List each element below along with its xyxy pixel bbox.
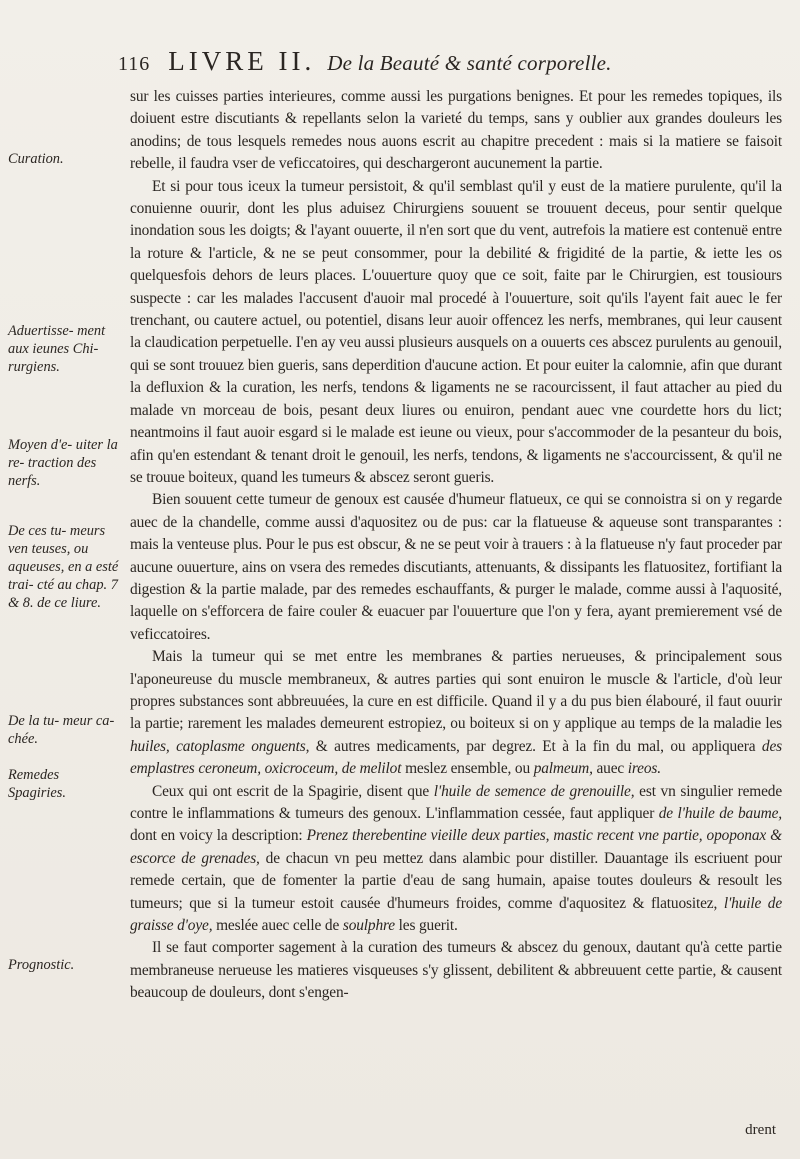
paragraph: Bien souuent cette tumeur de genoux est causée d'humeur flatueux, ce qui se connoistra si on y regarde auec de la chandelle, comme aussi d'aquositez ou de pus: car la flatueuse & aqueuse sont transparantes : mais la venteuse plus. Pour le pus est obscur, & ne se peut voir à trauers : à la flatueuse n'y faut proceder par aucune ouuerture, ains on vsera des remedes discutiants, attenuants, & dissipants les flatuositez, fortifiant la digestion & la partie malade, par des remedes eschauffants, & purger le malade, comme aussi à l'aquosité, laquelle on s'efforcera de faire couler & euacuer par l'ouuerture que l'on y fera, ayant premierement vsé de veficcatoires. [130,491,782,643]
paragraph [130,781,782,938]
italic-term: soulphre [342,917,395,935]
paragraph: sur les cuisses parties interieures, comme aussi les purgations benignes. Et pour les remedes topiques, ils doiuent estre discutiants & repellants selon la varieté du temps, sans y oublier aux grandes douleurs les anodins; de tous lesquels remedes nous auons escrit au chapitre precedent : mais si la matiere se faisoit rebelle, il faudra vser de veficcatoires, qui deschargeront aucunement la partie. [130,88,782,173]
italic-term: huiles, catoplasme onguents, [130,737,310,755]
italic-term: l'huile de semence de grenouille, [433,782,635,800]
margin-note-advertissement: Aduertisse- ment aux ieunes Chi- rurgiens. [8,323,106,375]
margin-note-tumeur-cachee: De la tu- meur ca- chée. [8,713,115,747]
text-run: meslée auec celle de [216,917,340,935]
italic-term: palmeum, [533,760,593,778]
italic-term: Prenez therebentine vieille deux parties, mastic recent vne partie, opoponax & escorce de grenades, [130,827,782,867]
text-run: Ceux qui ont escrit de la Spagirie, disent que [152,782,430,800]
margin-note-curation: Curation. [8,151,64,167]
margin-note-moyen: Moyen d'e- uiter la re- traction des nerfs. [8,437,118,489]
text-run: est vn singulier remede contre le inflammations & tumeurs des genoux. L'inflammation cessée, faut appliquer [130,782,782,822]
paragraph: Il se faut comporter sagement à la curation des tumeurs & abscez du genoux, dautant qu'à cette partie membraneuse nerueuse les matieres visqueuses s'y glissent, debilitent & abbreuuent cette partie, & causent beaucoup de douleurs, dont s'engen- [130,939,782,1002]
page-number: 116 [118,53,151,75]
text-run: de chacun vn peu mettez dans alambic pour distiller. Dauantage ils escriuent pour remede certain, que de fomenter la partie d'eau de sang humain, apaise toutes douleurs & resoult les tumeurs; que si la tumeur estoit causée d'humeurs froides, comme d'aquositez & flatuositez, [130,849,783,912]
paragraph: Et si pour tous iceux la tumeur persistoit, & qu'il semblast qu'il y eust de la matiere purulente, qu'il la conuienne ouurir, dont les plus aduisez Chirurgiens souuent se trouuent deceus, pour sentir quelque inondation sous les doigts; & l'ayant ouuerte, il n'en sort que du vent, autrefois la matiere est contenuë entre la roture & l'article, & ne se peut consommer, pour la debilité & frigidité de la partie, & iette les os quelquesfois dehors de leurs places. L'ouuerture quoy que ce soit, faite par le Chirurgien, est tousiours suspecte : car les malades l'accusent d'auoir mal procedé à l'ouuerture, soit qu'ils l'ayent fait auec le fer trenchant, ou cautere actuel, ou potentiel, disans leur auoir offencez les nerfs, membranes, qui leur causent la claudication perpetuelle. I'en ay veu aussi plusieurs ausquels on a ouuerts ces abscez purulents au genouil, qui se sont trouuez bien gueris, sans deperdition d'aucune action. Et pour euiter la calomnie, afin que durant la defluxion & la curation, les nerfs, tendons & ligaments ne se racourcissent, il faut attacher au pied du malade vn morceau de bois, pesant deux liures ou enuiron, pendant auec vne courdette hors du lict; neantmoins il faut auoir esgard si le malade est ieune ou vieux, pour s'accommoder de la pesanteur du bois, afin qu'en estendant & tenant droit le genouil, les nerfs, tendons, & ligaments ne s'accourcissent, & qu'il ne se trouue boiteux, quand les tumeurs & abscez seront gueris. [130,177,782,486]
text-run: auec [596,760,625,778]
page-header [118,46,768,78]
text-run: Mais la tumeur qui se met entre les membranes & parties nerueuses, & principalement sous l'aponeureuse du muscle membraneux, & autres parties qui sont enuiron le muscle & l'article, d'où leur propres substances sont abbreuuées, la cure en est difficile. Quand il y a du pus bien élabouré, il faut ouurir la partie; rarement les malades demeurent estropiez, ou boiteux si on y applique au temps de la maladie les [130,648,782,733]
running-subtitle: De la Beauté & santé corporelle. [327,51,612,75]
text-run: les guerit. [398,917,458,935]
text-run: & autres medicaments, par degrez. Et à la fin du mal, ou appliquera [315,737,756,755]
running-title: LIVRE II. [168,46,316,76]
italic-term: de l'huile de baume, [658,805,782,822]
text-run: meslez ensemble, ou [405,760,530,778]
paragraph [130,646,782,780]
catchword: drent [745,1122,776,1138]
margin-note-spagiries: Remedes Spagiries. [8,767,66,801]
text-run: dont en voicy la description: [130,827,303,845]
margin-note-tumeurs: De ces tu- meurs ven teuses, ou aqueuses, en a esté trai- cté au chap. 7 & 8. de ce liure. [8,523,119,611]
margin-note-prognostic: Prognostic. [8,957,75,973]
body-text [130,86,782,1005]
italic-term: des emplastres ceroneum, oxicroceum, de melilot [130,737,782,778]
italic-term: l'huile de graisse d'oye, [130,894,783,935]
italic-term: ireos. [627,760,661,778]
